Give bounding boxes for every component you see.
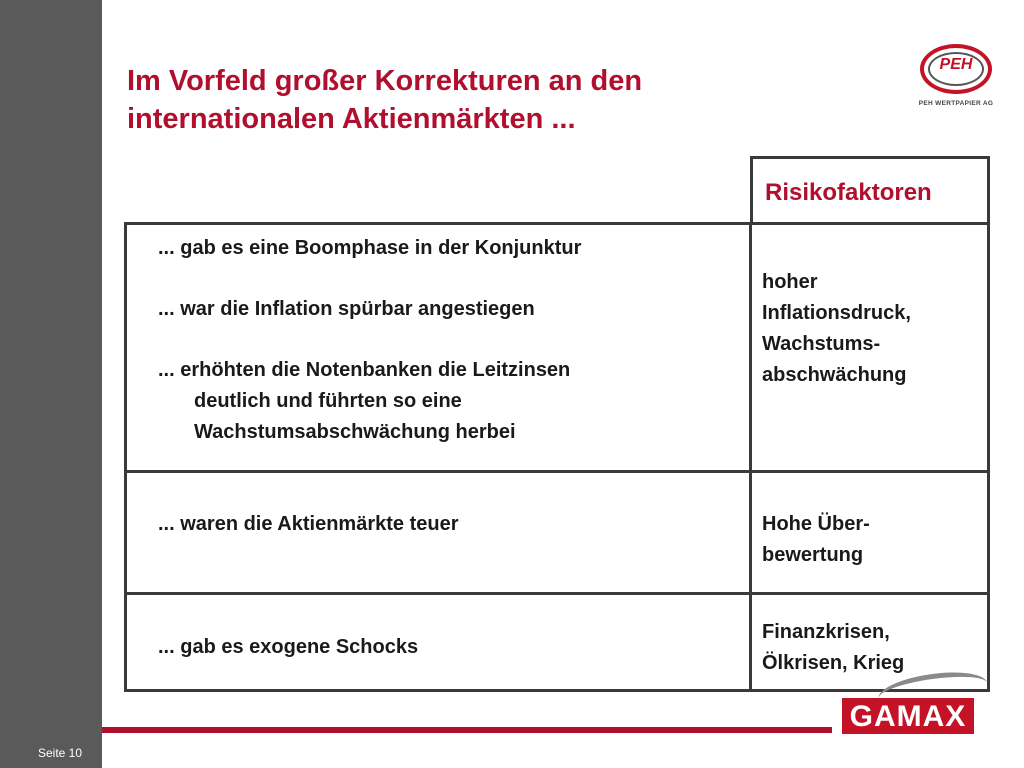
risk-header-label: Risikofaktoren <box>765 179 932 206</box>
row1-cause-3: ... erhöhten die Notenbanken die Leitzinsen <box>158 359 571 381</box>
row1-risk-line-3: Wachstums- <box>762 333 881 355</box>
row2-risk-line-2: bewertung <box>762 544 864 566</box>
row3-risk-line-2: Ölkrisen, Krieg <box>762 652 905 674</box>
page-number: Seite 10 <box>38 746 83 760</box>
footer-accent-line <box>102 727 832 733</box>
row1-risk-line-1: hoher <box>762 271 818 293</box>
gamax-logo-text: GAMAX <box>849 700 967 733</box>
peh-logo-mark: PEH <box>939 56 973 73</box>
table-column-divider <box>749 222 752 692</box>
title-line-1: Im Vorfeld großer Korrekturen an den <box>127 65 643 97</box>
left-sidebar <box>0 0 102 768</box>
peh-logo <box>914 44 998 114</box>
table-row-divider-2 <box>124 592 990 595</box>
row1-cause-2: ... war die Inflation spürbar angestiegen <box>158 298 535 320</box>
slide-title <box>127 62 827 138</box>
row1-cause-3-cont-2: Wachstumsabschwächung herbei <box>194 421 516 443</box>
risk-header-cell <box>750 156 990 224</box>
peh-logo-caption: PEH WERTPAPIER AG <box>918 100 994 107</box>
row1-risk-line-2: Inflationsdruck, <box>762 302 911 324</box>
row3-cause-1: ... gab es exogene Schocks <box>158 636 419 658</box>
gamax-logo <box>842 674 974 736</box>
table-row-divider-1 <box>124 470 990 473</box>
row1-cause-1: ... gab es eine Boomphase in der Konjunktur <box>158 237 582 259</box>
row2-cause-1: ... waren die Aktienmärkte teuer <box>158 513 459 535</box>
row3-risk-line-1: Finanzkrisen, <box>762 621 890 643</box>
row2-risk-line-1: Hohe Über- <box>762 513 870 535</box>
title-line-2: internationalen Aktienmärkten ... <box>127 103 576 135</box>
row1-cause-3-cont-1: deutlich und führten so eine <box>194 390 462 412</box>
row1-risk-line-4: abschwächung <box>762 364 907 386</box>
